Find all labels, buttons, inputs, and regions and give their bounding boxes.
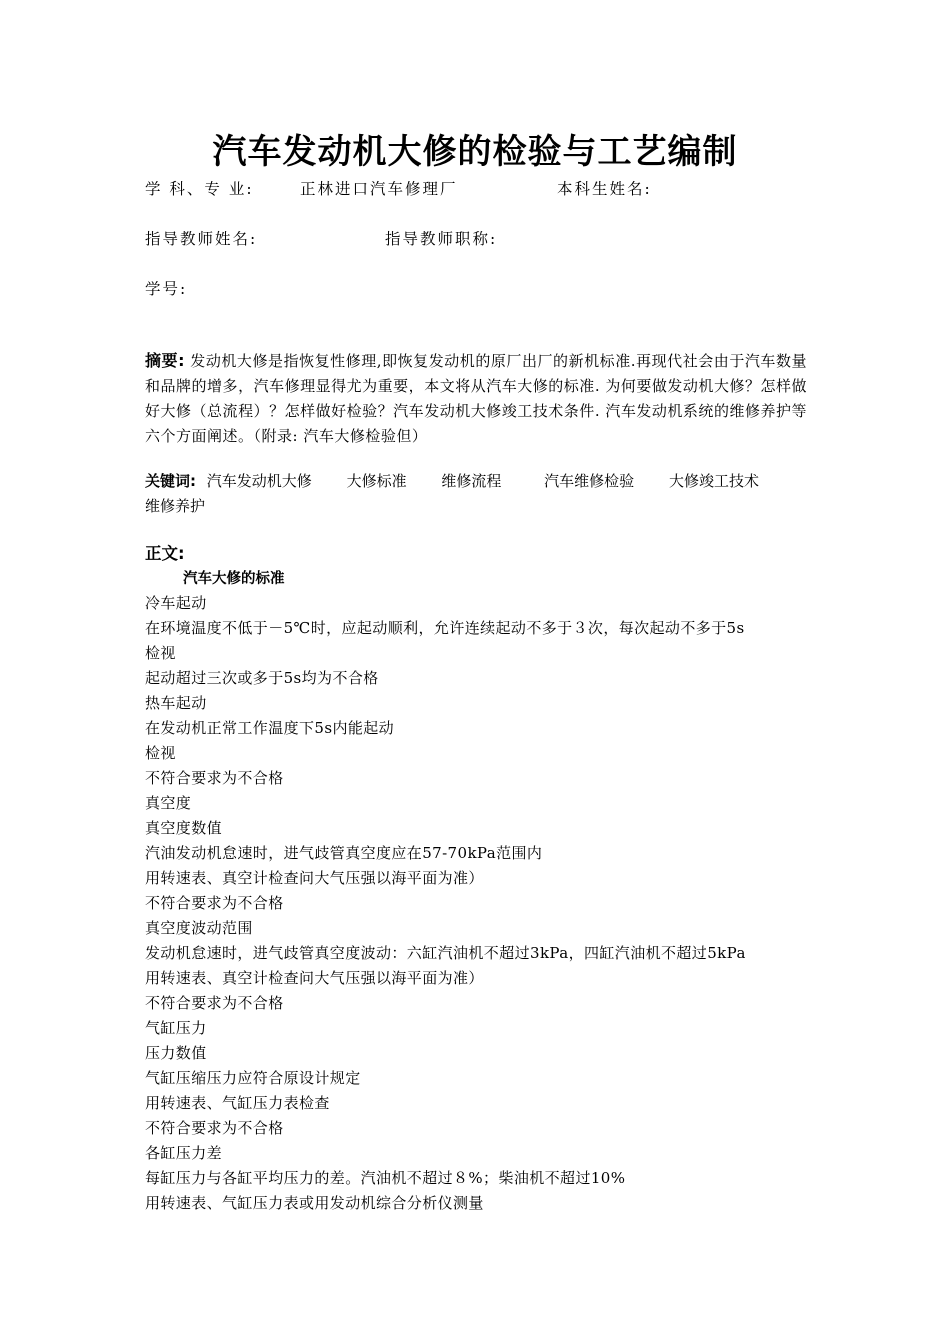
body-line: 真空度数值 xyxy=(145,819,223,837)
body-line: 不符合要求为不合格 xyxy=(145,1119,284,1137)
body-line: 用转速表、气缸压力表检查 xyxy=(145,1094,330,1112)
body-line: 真空度 xyxy=(145,794,192,812)
body-line: 不符合要求为不合格 xyxy=(145,894,284,912)
body-line: 检视 xyxy=(145,644,176,662)
body-line: 真空度波动范围 xyxy=(145,919,253,937)
section-subheading: 汽车大修的标准 xyxy=(183,571,285,587)
body-line: 用转速表、气缸压力表或用发动机综合分析仪测量 xyxy=(145,1194,484,1212)
body-line: 不符合要求为不合格 xyxy=(145,769,284,787)
keywords-label: 关键词: xyxy=(145,472,196,490)
major-label: 学 科、专 业: xyxy=(145,180,254,198)
body-lines xyxy=(145,591,825,1216)
body-line: 不符合要求为不合格 xyxy=(145,994,284,1012)
body-line: 发动机怠速时，进气歧管真空度波动：六缸汽油机不超过3kPa，四缸汽油机不超过5kPa xyxy=(145,944,746,962)
body-line: 压力数值 xyxy=(145,1044,207,1062)
abstract-label: 摘要: xyxy=(145,351,185,370)
abstract-text: 发动机大修是指恢复性修理,即恢复发动机的原厂出厂的新机标准.再现代社会由于汽车数量和品牌的增多，汽车修理显得尤为重要，本文将从汽车大修的标准. 为何要做发动机大修？怎样做好大修（总流程）？怎样做好检验？汽车发动机大修竣工技术条件. 汽车发动机系统的维修养护等六个方面阐述。（附录: 汽车大修检验但） xyxy=(145,352,807,445)
keyword-item: 汽车维修检验 xyxy=(544,472,635,490)
body-line: 在环境温度不低于－5℃时，应起动顺利，允许连续起动不多于３次，每次起动不多于5s xyxy=(145,619,745,637)
body-line: 在发动机正常工作温度下5s内能起动 xyxy=(145,719,395,737)
keyword-item: 大修标准 xyxy=(346,472,407,490)
body-line: 气缸压缩压力应符合原设计规定 xyxy=(145,1069,361,1087)
body-line: 用转速表、真空计检查问大气压强以海平面为准） xyxy=(145,869,484,887)
keyword-item: 维修养护 xyxy=(145,497,206,515)
advisor-title-label: 指导教师职称: xyxy=(385,230,498,248)
student-name-label: 本科生姓名: xyxy=(557,180,652,198)
body-line: 用转速表、真空计检查问大气压强以海平面为准） xyxy=(145,969,484,987)
document-title: 汽车发动机大修的检验与工艺编制 xyxy=(212,132,738,172)
body-line: 气缸压力 xyxy=(145,1019,207,1037)
student-id-label: 学号: xyxy=(145,280,188,298)
body-line: 热车起动 xyxy=(145,694,207,712)
keywords xyxy=(145,469,807,519)
body-label: 正文: xyxy=(145,544,185,563)
abstract xyxy=(145,348,807,449)
body-line: 汽油发动机怠速时，进气歧管真空度应在57-70kPa范围内 xyxy=(145,844,543,862)
body-line: 冷车起动 xyxy=(145,594,207,612)
body-line: 检视 xyxy=(145,744,176,762)
keyword-item: 大修竣工技术 xyxy=(668,472,759,490)
major-value: 正林进口汽车修理厂 xyxy=(300,180,458,198)
advisor-name-label: 指导教师姓名: xyxy=(145,230,258,248)
keyword-item: 维修流程 xyxy=(441,472,502,490)
body-line: 各缸压力差 xyxy=(145,1144,223,1162)
body-line: 每缸压力与各缸平均压力的差。汽油机不超过８%；柴油机不超过10% xyxy=(145,1169,626,1187)
body-line: 起动超过三次或多于5s均为不合格 xyxy=(145,669,379,687)
keyword-item: 汽车发动机大修 xyxy=(206,472,312,490)
